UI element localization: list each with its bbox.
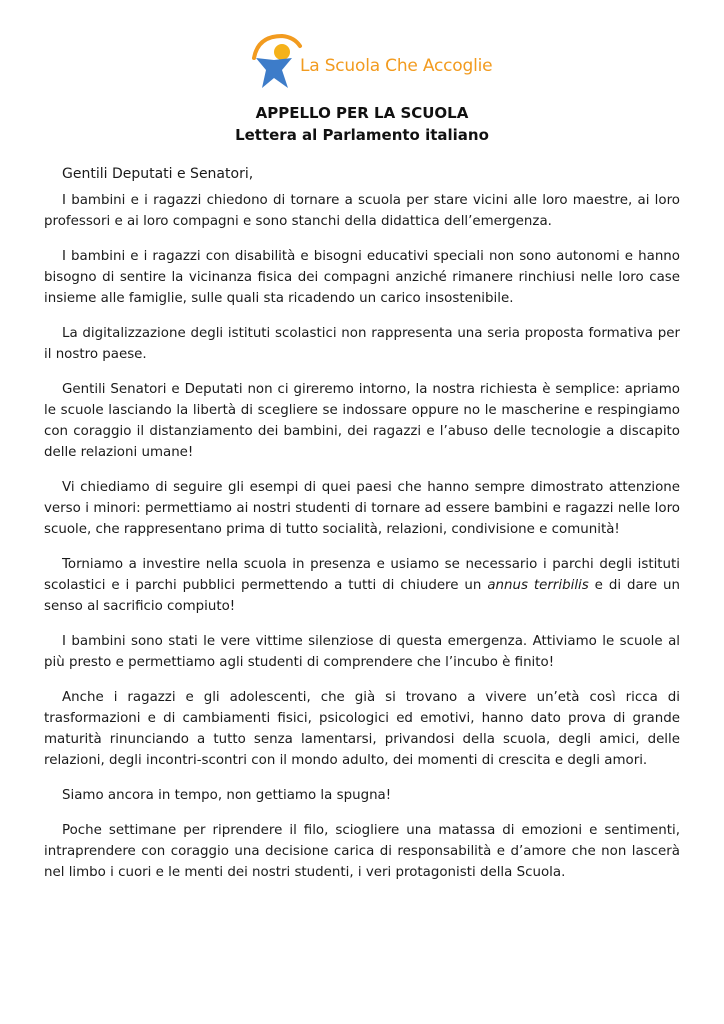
paragraph: I bambini e i ragazzi con disabilità e bisogni educativi speciali non sono autonomi e hanno bisogno di sentire la vicinanza fisica dei compagni anziché rimanere rinchiusi nelle loro case insieme alle famiglie, sulle quali sta ricadendo un carico insostenibile.	[44, 249, 680, 306]
title-line-1: APPELLO PER LA SCUOLA	[255, 104, 469, 122]
paragraph: Vi chiediamo di seguire gli esempi di quei paesi che hanno sempre dimostrato attenzione verso i minori: permettiamo ai nostri studenti di tornare ad essere bambini e ragazzi nelle loro scuole, che rappresentano prima di tutto socialità, relazioni, condivisione e comunità!	[44, 480, 680, 537]
letter-body	[44, 164, 680, 897]
document-title	[0, 102, 724, 146]
paragraph: Anche i ragazzi e gli adolescenti, che già si trovano a vivere un’età così ricca di trasformazioni e di cambiamenti fisici, psicologici ed emotivi, hanno dato prova di grande maturità rinunciando a tutto senza lamentarsi, privandosi della scuola, degli amici, delle relazioni, degli incontri-scontri con il mondo adulto, dei momenti di crescita e degli amori.	[44, 690, 680, 768]
paragraph-text: e di dare un senso al sacrificio compiuto!	[44, 578, 680, 614]
paragraph: I bambini e i ragazzi chiedono di tornare a scuola per stare vicini alle loro maestre, ai loro professori e ai loro compagni e sono stanchi della didattica dell’emergenza.	[44, 193, 680, 229]
school-logo-icon	[248, 28, 304, 92]
logo	[248, 28, 493, 92]
paragraph: Siamo ancora in tempo, non gettiamo la spugna!	[62, 788, 392, 803]
paragraph: Gentili Senatori e Deputati non ci gireremo intorno, la nostra richiesta è semplice: apriamo le scuole lasciando la libertà di scegliere se indossare oppure no le mascherine e respingiamo con coraggio il distanziamento dei bambini, dei ragazzi e l’abuso delle tecnologie a discapito delle relazioni umane!	[44, 382, 680, 460]
paragraph	[44, 554, 680, 617]
salutation: Gentili Deputati e Senatori,	[62, 166, 254, 182]
title-line-2: Lettera al Parlamento italiano	[235, 126, 489, 144]
paragraph-text: Torniamo a investire nella scuola in presenza e usiamo se necessario i parchi degli istituti scolastici e i parchi pubblici permettendo a tutti di chiudere un	[44, 557, 680, 593]
logo-text: La Scuola Che Accoglie	[300, 56, 493, 76]
paragraph: I bambini sono stati le vere vittime silenziose di questa emergenza. Attiviamo le scuole al più presto e permettiamo agli studenti di comprendere che l’incubo è finito!	[44, 634, 680, 670]
paragraph: Poche settimane per riprendere il filo, sciogliere una matassa di emozioni e sentimenti, intraprendere con coraggio una decisione carica di responsabilità e d’amore che non lascerà nel limbo i cuori e le menti dei nostri studenti, i veri protagonisti della Scuola.	[44, 823, 680, 880]
italic-phrase: annus terribilis	[487, 578, 589, 593]
paragraph: La digitalizzazione degli istituti scolastici non rappresenta una seria proposta formativa per il nostro paese.	[44, 326, 680, 362]
